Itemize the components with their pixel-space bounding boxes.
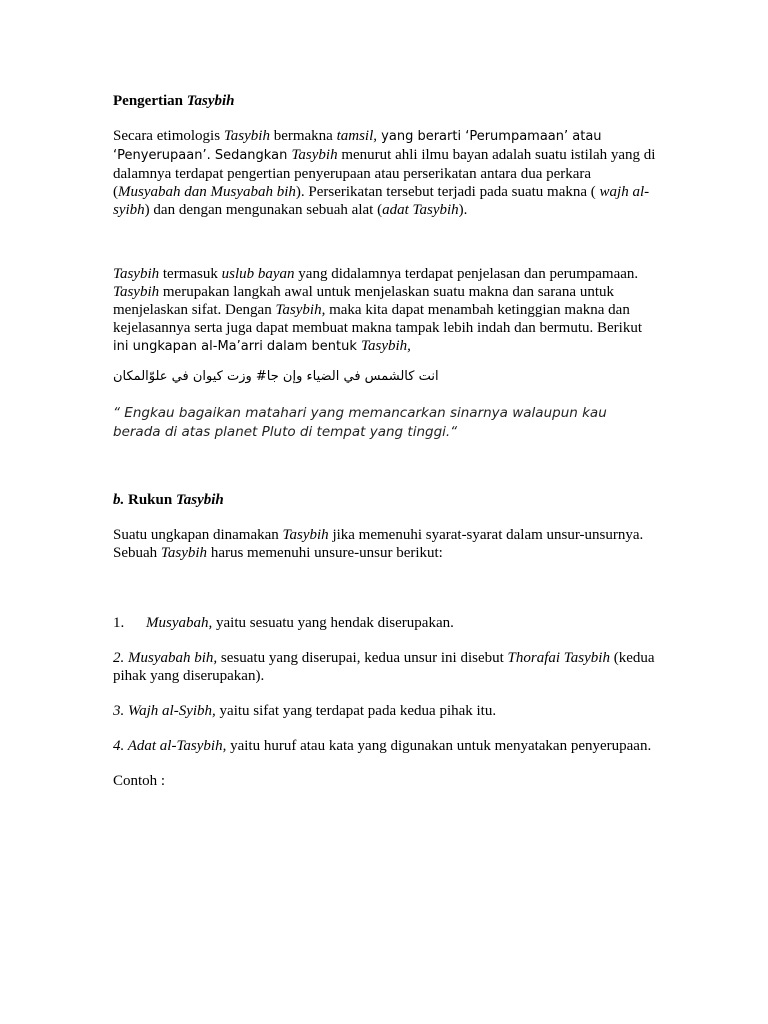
paragraph-rukun: Suatu ungkapan dinamakan Tasybih jika memenuhi syarat-syarat dalam unsur-unsurnya. Sebuah Tasybih harus memenuhi unsure-unsur berikut: xyxy=(113,527,644,561)
verse-translation: “ Engkau bagaikan matahari yang memancarkan sinarnya walaupun kau berada di atas planet Pluto di tempat yang tinggi.“ xyxy=(113,405,607,440)
example-label: Contoh : xyxy=(113,773,166,789)
list-item: 2. Musyabah bih, sesuatu yang diserupai, kedua unsur ini disebut Thorafai Tasybih (kedua pihak yang diserupakan). xyxy=(113,650,655,684)
list-item: 1. Musyabah, yaitu sesuatu yang hendak diserupakan. xyxy=(113,615,454,631)
section-heading: Pengertian Tasybih xyxy=(113,93,235,109)
section-heading-rukun: b. Rukun Tasybih xyxy=(113,492,224,508)
paragraph-definition: Secara etimologis Tasybih bermakna tamsil, yang berarti ‘Perumpamaan’ atau ‘Penyerupaan’. Sedangkan Tasybih menurut ahli ilmu bayan adalah suatu istilah yang di dalamnya terdapat pengertian penyerupaan atau perserikatan antara dua perkara (Musyabah dan Musyabah bih). Perserikatan tersebut terjadi pada suatu makna ( wajh al-syibh) dan dengan mengunakan sebuah alat (adat Tasybih). xyxy=(113,128,656,218)
list-item: 4. Adat al-Tasybih, yaitu huruf atau kata yang digunakan untuk menyatakan penyerupaan. xyxy=(113,738,652,754)
arabic-verse: انت كالشمس في الضياء وإن جا# وزت كيوان في علوّالمكان xyxy=(113,369,439,384)
list-item: 3. Wajh al-Syibh, yaitu sifat yang terdapat pada kedua pihak itu. xyxy=(113,703,497,719)
paragraph-uslub: Tasybih termasuk uslub bayan yang didalamnya terdapat penjelasan dan perumpamaan. Tasybih merupakan langkah awal untuk menjelaskan suatu makna dan sarana untuk menjelaskan sifat. Dengan Tasybih, maka kita dapat menambah ketinggian makna dan kejelasannya serta juga dapat membuat makna tampak lebih indah dan bermutu. Berikut ini ungkapan al-Ma’arri dalam bentuk Tasybih, xyxy=(113,266,642,354)
